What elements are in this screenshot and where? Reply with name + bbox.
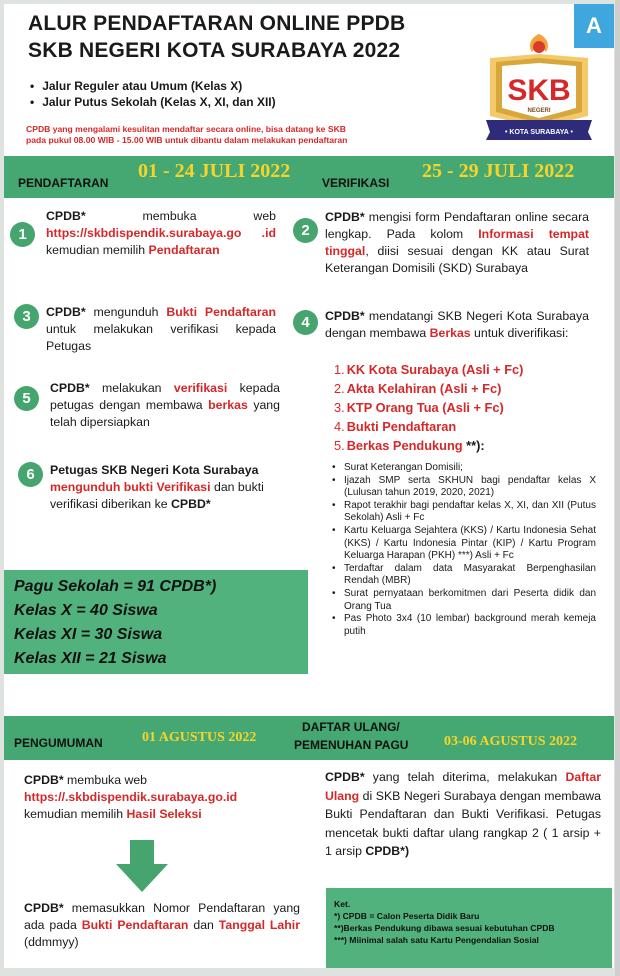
pengumuman-label: PENGUMUMAN	[14, 736, 103, 750]
page-badge: A	[574, 4, 614, 48]
skb-logo	[484, 28, 594, 144]
pendukung-item: • Surat pernyataan berkomitmen dari Peserta didik dan Orang Tua	[330, 588, 596, 613]
berkas-item: 3. KTP Orang Tua (Asli + Fc)	[334, 400, 504, 415]
logo-text: SKB	[507, 74, 571, 107]
step-number: 1	[10, 222, 35, 247]
berkas-item: 4. Bukti Pendaftaran	[334, 419, 457, 434]
pengumuman-text: CPDB* membuka web https://.skbdispendik.surabaya.go.id kemudian memilih Hasil Seleksi	[24, 773, 238, 821]
berkas-pendukung-list	[330, 462, 596, 638]
pendukung-item: • Terdaftar dalam data Masyarakat Berpenghasilan Rendah (MBR)	[330, 563, 596, 588]
verifikasi-label: VERIFIKASI	[322, 176, 390, 190]
logo-ribbon: • KOTA SURABAYA •	[505, 129, 573, 136]
step-number: 3	[14, 304, 39, 329]
daftar-date: 03-06 AGUSTUS 2022	[444, 734, 578, 749]
pengumuman-date: 01 AGUSTUS 2022	[142, 730, 257, 745]
step-4-text: CPDB* mendatangi SKB Negeri Kota Surabaya dengan membawa Berkas untuk diverifikasi:	[325, 309, 589, 340]
schedule-band-2	[4, 716, 614, 760]
pendaftaran-date: 01 - 24 JULI 2022	[138, 160, 291, 182]
down-arrow-icon	[116, 840, 168, 892]
flyer	[4, 4, 614, 968]
step-2-text: CPDB* mengisi form Pendaftaran online secara lengkap. Pada kolom Informasi tempat tinggal, diisi sesuai dengan KK atau Surat Keterangan Domisili (SKD) Surabaya	[325, 210, 590, 275]
nomor-text: CPDB* memasukkan Nomor Pendaftaran yang ada pada Bukti Pendaftaran dan Tanggal Lahir (ddmmyy)	[24, 901, 300, 949]
schedule-band-1	[4, 156, 614, 198]
jalur-item: • Jalur Reguler atau Umum (Kelas X)	[30, 78, 276, 94]
berkas-item: 5. Berkas Pendukung **):	[334, 438, 485, 453]
step-5-text: CPDB* melakukan verifikasi kepada petugas dengan membawa berkas yang telah dipersiapkan	[50, 381, 280, 429]
step-number: 5	[14, 386, 39, 411]
pendukung-item: • Rapot terakhir bagi pendaftar kelas X, XI, dan XII (Putus Sekolah) Asli + Fc	[330, 500, 596, 525]
ket-title: Ket.	[334, 899, 351, 909]
quota-line: Kelas XII = 21 Siswa	[14, 650, 167, 667]
help-note: CPDB yang mengalami kesulitan mendaftar secara online, bisa datang ke SKB pada pukul 08.00 WIB - 15.00 WIB untuk dibantu dalam melakukan pendaftaran	[26, 124, 348, 145]
daftar-label-1: DAFTAR ULANG/	[302, 720, 400, 734]
title-line-1: ALUR PENDAFTARAN ONLINE PPDB	[28, 12, 406, 35]
step-number: 4	[293, 310, 318, 335]
ket-line: **)Berkas Pendukung dibawa sesuai kebutuhan CPDB	[334, 923, 555, 933]
jalur-list	[30, 78, 276, 110]
keterangan-box	[326, 888, 612, 968]
berkas-item: 2. Akta Kelahiran (Asli + Fc)	[334, 381, 502, 396]
logo-sub: NEGERI	[527, 108, 551, 114]
quota-line: Kelas XI = 30 Siswa	[14, 626, 163, 643]
verifikasi-date: 25 - 29 JULI 2022	[422, 160, 575, 182]
quota-box	[4, 570, 308, 674]
page-title	[28, 10, 405, 64]
daftar-label-2: PEMENUHAN PAGU	[294, 738, 409, 752]
ket-line: ***) Miinimal salah satu Kartu Pengendalian Sosial	[334, 935, 539, 945]
ket-line: *) CPDB = Calon Peserta Didik Baru	[334, 911, 480, 921]
berkas-item: 1. KK Kota Surabaya (Asli + Fc)	[334, 362, 524, 377]
step-number: 2	[293, 218, 318, 243]
quota-line: Pagu Sekolah = 91 CPDB*)	[14, 578, 217, 595]
pendukung-item: • Pas Photo 3x4 (10 lembar) background merah kemeja putih	[330, 613, 596, 638]
pendukung-item: • Ijazah SMP serta SKHUN bagi pendaftar kelas X (Lulusan tahun 2019, 2020, 2021)	[330, 475, 596, 500]
pendukung-item: • Surat Keterangan Domisili;	[330, 462, 596, 475]
quota-line: Kelas X = 40 Siswa	[14, 602, 158, 619]
step-3-text: CPDB* mengunduh Bukti Pendaftaran untuk melakukan verifikasi kepada Petugas	[46, 305, 276, 353]
title-line-2: SKB NEGERI KOTA SURABAYA 2022	[28, 39, 401, 62]
step-6-text: Petugas SKB Negeri Kota Surabaya mengunduh bukti Verifikasi dan bukti verifikasi diberikan ke CPBD*	[50, 463, 264, 511]
step-number: 6	[18, 462, 43, 487]
berkas-list	[334, 360, 523, 455]
daftar-ulang-text: CPDB* yang telah diterima, melakukan Daftar Ulang di SKB Negeri Surabaya dengan membawa Bukti Pendaftaran dan Bukti Verifikasi. Petugas mencetak bukti daftar ulang rangkap 2 ( 1 arsip + 1 arsip CPDB*)	[325, 770, 601, 858]
scrollbar[interactable]	[615, 0, 620, 976]
jalur-item: • Jalur Putus Sekolah (Kelas X, XI, dan XII)	[30, 94, 276, 110]
step-1-text: CPDB* membuka web https://skbdispendik.surabaya.go .id kemudian memilih Pendaftaran	[46, 209, 276, 257]
pendaftaran-label: PENDAFTARAN	[18, 176, 109, 190]
pendukung-item: • Kartu Keluarga Sejahtera (KKS) / Kartu Indonesia Sehat (KKS) / Kartu Indonesia Pintar (KIP) / Kartu Program Keluarga Harapan (PKH) ***) Asli + Fc	[330, 525, 596, 563]
